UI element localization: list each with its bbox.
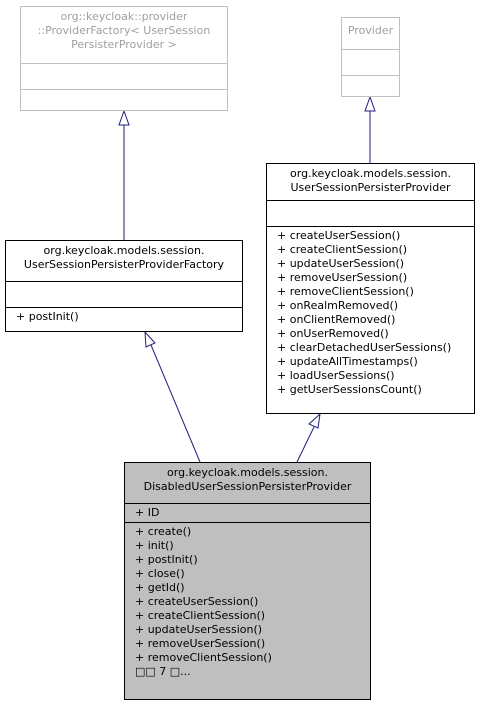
operation-item: + updateUserSession() <box>135 623 263 636</box>
class-box-user-session-persister-provider-factory[interactable] <box>5 240 243 332</box>
attribute-item: + ID <box>135 506 160 519</box>
class-box-disabled-user-session-persister-provider[interactable] <box>124 462 371 700</box>
class-box-provider[interactable] <box>341 17 400 97</box>
title-line: PersisterProvider > <box>71 38 177 51</box>
operation-item: + clearDetachedUserSessions() <box>277 341 452 354</box>
class-title-provider <box>342 18 399 49</box>
title-line: UserSessionPersisterProvider <box>290 181 451 194</box>
operation-item: + postInit() <box>135 553 198 566</box>
attributes-section <box>6 281 242 307</box>
title-line: org::keycloak::provider <box>60 10 188 23</box>
operation-item: + createUserSession() <box>277 229 401 242</box>
operation-item: + postInit() <box>16 310 79 323</box>
title-line: DisabledUserSessionPersisterProvider <box>143 480 352 493</box>
operation-item: + onUserRemoved() <box>277 327 389 340</box>
operation-item: + getId() <box>135 581 185 594</box>
operations-section <box>21 89 227 115</box>
operation-item: + createClientSession() <box>277 243 408 256</box>
operation-item: + onRealmRemoved() <box>277 299 399 312</box>
arrowhead-factory <box>145 332 155 347</box>
operation-item: + removeUserSession() <box>135 637 266 650</box>
operation-item: + loadUserSessions() <box>277 369 395 382</box>
class-title-provider-factory <box>21 7 227 63</box>
class-box-user-session-persister-provider[interactable] <box>266 163 475 414</box>
attributes-section <box>342 49 399 75</box>
operation-item: + create() <box>135 525 192 538</box>
arrow-line-disabled-to-persister <box>297 427 314 462</box>
title-line: Provider <box>347 24 394 37</box>
operation-item: + removeClientSession() <box>135 651 272 664</box>
class-box-provider-factory[interactable] <box>20 6 228 111</box>
title-line: ::ProviderFactory< UserSession <box>37 24 211 37</box>
operation-item: + updateUserSession() <box>277 257 405 270</box>
attributes-section <box>267 200 474 226</box>
operation-item: + updateAllTimestamps() <box>277 355 418 368</box>
title-line: org.keycloak.models.session. <box>167 466 328 479</box>
operations-section <box>125 522 370 681</box>
operations-section <box>267 226 474 399</box>
operations-section <box>6 307 242 326</box>
class-title-user-session-persister-provider-factory <box>6 241 242 281</box>
operation-item: + init() <box>135 539 174 552</box>
operation-item: + getUserSessionsCount() <box>277 383 422 396</box>
class-title-disabled-user-session-persister-provider <box>125 463 370 503</box>
title-line: UserSessionPersisterProviderFactory <box>23 258 225 271</box>
operation-item: + createUserSession() <box>135 595 259 608</box>
arrowhead-persister <box>309 414 320 428</box>
operation-item: + createClientSession() <box>135 609 266 622</box>
operation-item: + removeUserSession() <box>277 271 408 284</box>
arrow-line-disabled-to-factory <box>151 345 200 462</box>
title-line: org.keycloak.models.session. <box>43 244 205 257</box>
title-line: org.keycloak.models.session. <box>290 167 451 180</box>
class-title-user-session-persister-provider <box>267 164 474 200</box>
operation-item: + onClientRemoved() <box>277 313 396 326</box>
attributes-section <box>125 503 370 522</box>
attributes-section <box>21 63 227 89</box>
operation-item: + removeClientSession() <box>277 285 414 298</box>
operations-section <box>342 75 399 101</box>
more-operations-link[interactable]: □□ 7 □... <box>135 665 191 678</box>
operation-item: + close() <box>135 567 185 580</box>
